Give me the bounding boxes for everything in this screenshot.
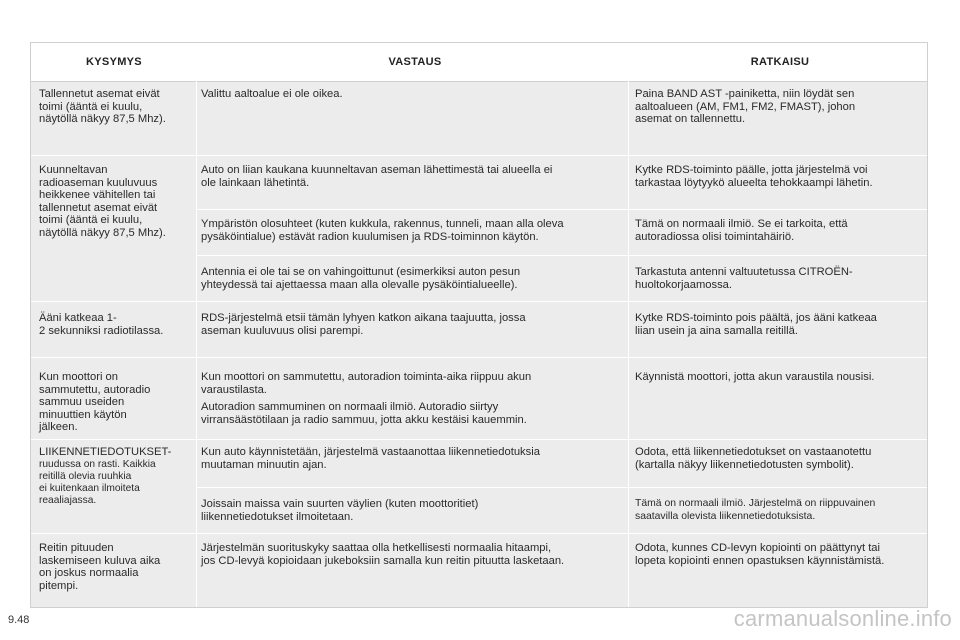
- solution-cell: Käynnistä moottori, jotta akun varaustila nousisi.: [635, 371, 875, 383]
- answer-cell: Valittu aaltoalue ei ole oikea.: [201, 88, 343, 100]
- answer-cell: Kun moottori on sammutettu, autoradion toiminta-aika riippuu akun varaustilasta.: [201, 371, 532, 396]
- question-cell-cont: ruudussa on rasti. Kaikkia reitillä olevia ruuhkia ei kuitenkaan ilmoiteta reaaliajassa.: [39, 459, 156, 506]
- question-cell: Kun moottori on sammutettu, autoradio sammuu useiden minuuttien käytön jälkeen.: [39, 371, 151, 434]
- solution-cell: Tarkastuta antenni valtuutetussa CITROËN- huoltokorjaamossa.: [635, 266, 853, 291]
- answer-cell: Antennia ei ole tai se on vahingoittunut (esimerkiksi auton pesun yhteydessä tai ajettaessa maan alla olevalle pysäköintialueelle).: [201, 266, 521, 291]
- column-divider: [628, 43, 629, 607]
- answer-cell: Kun auto käynnistetään, järjestelmä vastaanottaa liikennetiedotuksia muutaman minuutin ajan.: [201, 446, 540, 471]
- answer-cell: Järjestelmän suorituskyky saattaa olla hetkellisesti normaalia hitaampi, jos CD-levyä kopioidaan jukeboksiin samalla kun reitin pituutta lasketaan.: [201, 542, 565, 567]
- solution-cell: Paina BAND AST -painiketta, niin löydät sen aaltoalueen (AM, FM1, FM2, FMAST), johon asemat on tallennettu.: [635, 88, 856, 126]
- row-divider: [197, 255, 927, 256]
- answer-cell: Ympäristön olosuhteet (kuten kukkula, rakennus, tunneli, maan alla oleva pysäköintialue) estävät radion kuulumisen ja RDS-toiminnon käytön.: [201, 218, 564, 243]
- answer-cell-note: Autoradion sammuminen on normaali ilmiö. Autoradio siirtyy virransäästötilaan ja radio sammuu, jotta akku kestäisi kauemmin.: [201, 401, 527, 426]
- solution-cell: Kytke RDS-toiminto pois päältä, jos ääni katkeaa liian usein ja aina samalla reitillä.: [635, 312, 877, 337]
- question-cell: Ääni katkeaa 1- 2 sekunniksi radiotilassa.: [39, 312, 164, 337]
- row-divider: [197, 209, 927, 210]
- question-cell: Kuunneltavan radioaseman kuuluvuus heikkenee vähitellen tai tallennetut asemat eivät toimi (ääntä ei kuulu, näytöllä näkyy 87,5 Mhz).: [39, 164, 166, 239]
- solution-cell: Tämä on normaali ilmiö. Järjestelmä on riippuvainen saatavilla olevista liikennetiedotuksista.: [635, 498, 876, 522]
- watermark: carmanualsonline.info: [733, 606, 952, 631]
- row-divider: [31, 301, 927, 302]
- question-cell: Reitin pituuden laskemiseen kuluva aika on joskus normaalia pitempi.: [39, 542, 161, 592]
- header-question: KYSYMYS: [86, 56, 142, 68]
- table-body-bg: [31, 81, 927, 607]
- answer-cell: Joissain maissa vain suurten väylien (kuten moottoritiet) liikennetiedotukset ilmoitetaan.: [201, 498, 479, 523]
- solution-cell: Odota, kunnes CD-levyn kopiointi on päättynyt tai lopeta kopiointi ennen opastuksen käynnistämistä.: [635, 542, 885, 567]
- header-solution: RATKAISU: [750, 56, 810, 68]
- solution-cell: Tämä on normaali ilmiö. Se ei tarkoita, että autoradiossa olisi toimintahäiriö.: [635, 218, 848, 243]
- page-number: 9.48: [8, 614, 30, 626]
- column-divider: [196, 43, 197, 607]
- troubleshooting-table: [30, 42, 928, 608]
- question-cell: Tallennetut asemat eivät toimi (ääntä ei kuulu, näytöllä näkyy 87,5 Mhz).: [39, 88, 166, 126]
- row-divider: [197, 487, 927, 488]
- row-divider: [31, 155, 927, 156]
- header-answer: VASTAUS: [388, 56, 442, 68]
- row-divider: [31, 439, 927, 440]
- solution-cell: Kytke RDS-toiminto päälle, jotta järjestelmä voi tarkastaa löytyykö alueelta tehokkaampi lähetin.: [635, 164, 873, 189]
- answer-cell: RDS-järjestelmä etsii tämän lyhyen katkon aikana taajuutta, jossa aseman kuuluvuus olisi parempi.: [201, 312, 526, 337]
- question-cell: LIIKENNETIEDOTUKSET-: [39, 446, 172, 458]
- row-divider: [31, 533, 927, 534]
- row-divider: [31, 357, 927, 358]
- solution-cell: Odota, että liikennetiedotukset on vastaanotettu (kartalla näkyy liikennetiedotusten symbolit).: [635, 446, 872, 471]
- table-header: [31, 43, 927, 82]
- answer-cell: Auto on liian kaukana kuunneltavan aseman lähettimestä tai alueella ei ole lainkaan lähetintä.: [201, 164, 553, 189]
